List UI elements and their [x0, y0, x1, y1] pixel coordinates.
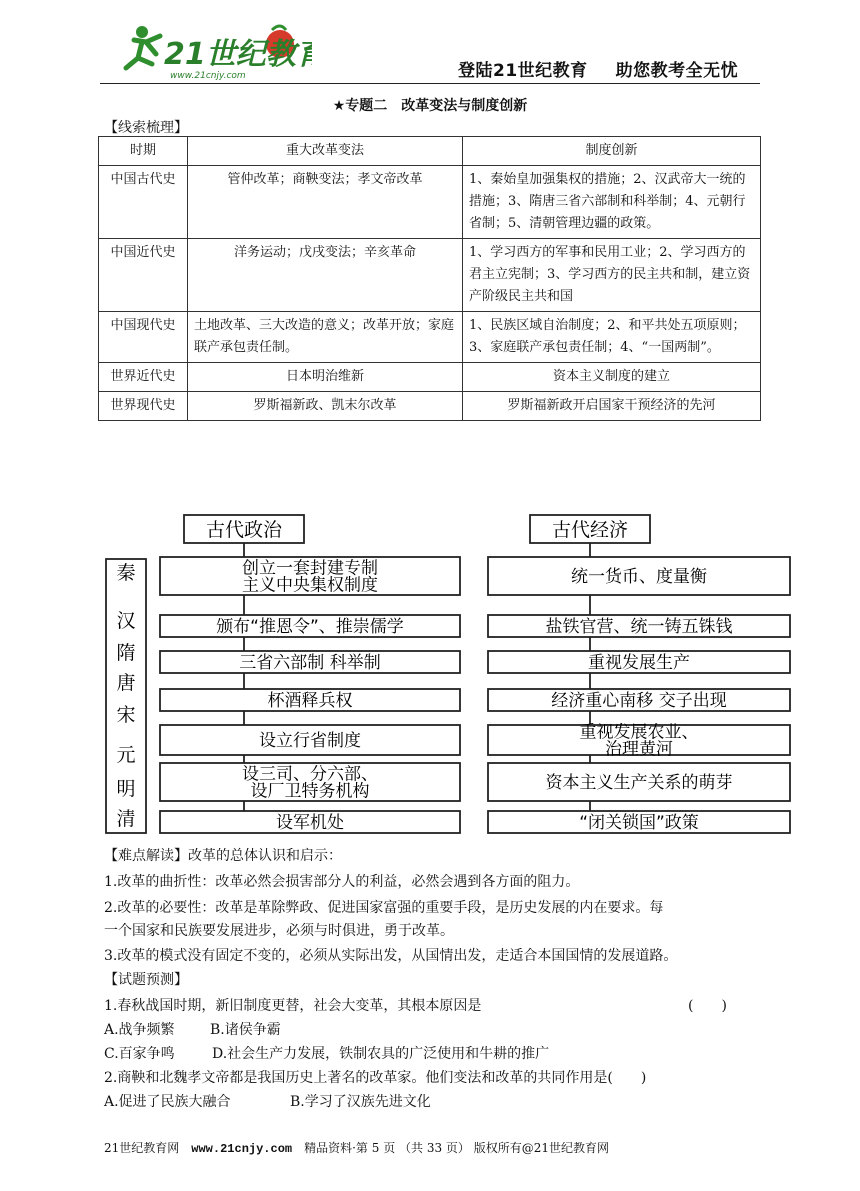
dynasty-label: 元	[116, 744, 136, 766]
economy-item-text: 资本主义生产关系的萌芽	[545, 773, 733, 793]
politics-item-text: 设立行省制度	[259, 731, 361, 751]
economy-header: 古代经济	[551, 519, 629, 541]
difficulty-point-1: 1.改革的曲折性：改革必然会损害部分人的利益，必然会遇到各方面的阻力。	[104, 874, 580, 890]
difficulty-point-3: 3.改革的模式没有固定不变的，必须从实际出发，从国情出发，走适合本国国情的发展道路。	[104, 948, 678, 964]
logo-graphic	[112, 18, 312, 88]
table-row	[99, 363, 761, 392]
page-footer	[104, 1139, 609, 1156]
politics-item-text: 颁布“推恩令”、推崇儒学	[216, 617, 404, 637]
difficulty-point-2a: 2.改革的必要性：改革是革除弊政、促进国家富强的重要手段，是历史发展的内在要求。每	[104, 900, 664, 916]
system-cell: 罗斯福新政开启国家干预经济的先河	[463, 392, 761, 421]
economy-item-text: 经济重心南移 交子出现	[551, 691, 727, 711]
logo-url: www.21cnjy.com	[170, 71, 246, 81]
reform-cell: 管仲改革；商鞅变法；孝文帝改革	[188, 166, 463, 239]
prediction-label: 【试题预测】	[104, 972, 188, 988]
table-row	[99, 392, 761, 421]
reform-table	[98, 136, 761, 421]
economy-item-text: 统一货币、度量衡	[571, 567, 707, 587]
col-reform: 重大改革变法	[188, 137, 463, 166]
col-system: 制度创新	[463, 137, 761, 166]
economy-item-text: 重视发展农业、	[579, 722, 699, 743]
period-cell: 中国近代史	[99, 239, 188, 312]
question-1-blank: ( )	[688, 998, 727, 1014]
question-2: 2.商鞅和北魏孝文帝都是我国历史上著名的改革家。他们变法和改革的共同作用是( )	[104, 1070, 647, 1086]
dynasty-labels	[116, 562, 135, 830]
economy-boxes	[488, 557, 790, 833]
section-clue-label: 【线索梳理】	[104, 120, 188, 136]
system-cell: 1、学习西方的军事和民用工业；2、学习西方的君主立宪制；3、学习西方的民主共和制，建立资产阶级民主共和国	[463, 239, 761, 312]
page-title: ★专题二 改革变法与制度创新	[332, 98, 528, 114]
q2-option-b: B.学习了汉族先进文化	[290, 1094, 431, 1110]
dynasty-label: 清	[116, 808, 136, 830]
site-logo	[112, 18, 312, 88]
dynasty-label: 明	[116, 778, 136, 800]
period-cell: 中国现代史	[99, 312, 188, 363]
logo-text: 21世纪教育	[164, 37, 312, 72]
reform-cell: 日本明治维新	[188, 363, 463, 392]
politics-boxes	[160, 557, 460, 833]
dynasty-label: 宋	[116, 704, 136, 726]
header-slogan	[458, 56, 738, 81]
difficulty-intro	[104, 846, 342, 866]
economy-item-text: 治理黄河	[605, 739, 673, 760]
q1-option-c: C.百家争鸣	[104, 1046, 175, 1062]
period-cell: 世界现代史	[99, 392, 188, 421]
difficulty-point-2b: 一个国家和民族要发展进步，必须与时俱进，勇于改革。	[104, 923, 454, 939]
period-cell: 世界近代史	[99, 363, 188, 392]
dynasty-label: 唐	[116, 672, 136, 694]
dynasty-label: 汉	[116, 610, 136, 632]
difficulty-intro-text: 改革的总体认识和启示：	[188, 848, 342, 864]
dynasty-label: 秦	[116, 562, 136, 584]
politics-header: 古代政治	[205, 519, 283, 541]
politics-item-text: 设军机处	[276, 813, 344, 833]
system-cell: 资本主义制度的建立	[463, 363, 761, 392]
q1-option-b: B.诸侯争霸	[210, 1022, 281, 1038]
table-row	[99, 239, 761, 312]
politics-item-text: 杯酒释兵权	[267, 691, 353, 711]
slogan-login: 登陆21世纪教育	[458, 61, 588, 81]
reform-cell: 洋务运动；戊戌变法；辛亥革命	[188, 239, 463, 312]
header-rule	[100, 83, 760, 84]
politics-item-text: 三省六部制 科举制	[239, 653, 381, 673]
table-row	[99, 312, 761, 363]
economy-item-text: 重视发展生产	[588, 653, 690, 673]
question-1: 1.春秋战国时期，新旧制度更替，社会大变革，其根本原因是	[104, 998, 482, 1014]
politics-item-text: 设厂卫特务机构	[250, 781, 370, 802]
slogan-help: 助您教考全无忧	[615, 61, 739, 81]
col-period: 时期	[99, 137, 188, 166]
dynasty-label: 隋	[116, 642, 136, 664]
q1-option-d: D.社会生产力发展，铁制农具的广泛使用和牛耕的推广	[212, 1046, 550, 1062]
reform-cell: 土地改革、三大改造的意义；改革开放；家庭联产承包责任制。	[188, 312, 463, 363]
history-diagram	[104, 513, 794, 839]
politics-item-text: 创立一套封建专制	[242, 558, 378, 579]
period-cell: 中国古代史	[99, 166, 188, 239]
reform-cell: 罗斯福新政、凯末尔改革	[188, 392, 463, 421]
politics-item-text: 主义中央集权制度	[242, 575, 378, 596]
economy-item-text: “闭关锁国”政策	[579, 813, 699, 833]
table-row	[99, 166, 761, 239]
difficulty-label: 【难点解读】	[104, 848, 188, 864]
footer-url: www.21cnjy.com	[191, 1142, 293, 1156]
footer-info: 精品资料·第 5 页 （共 33 页） 版权所有@21世纪教育网	[304, 1141, 609, 1155]
system-cell: 1、民族区域自治制度；2、和平共处五项原则；3、家庭联产承包责任制；4、“一国两制”。	[463, 312, 761, 363]
table-header-row	[99, 137, 761, 166]
economy-item-text: 盐铁官营、统一铸五铢钱	[545, 617, 733, 637]
system-cell: 1、秦始皇加强集权的措施；2、汉武帝大一统的措施；3、隋唐三省六部制和科举制；4、元朝行省制；5、清朝管理边疆的政策。	[463, 166, 761, 239]
politics-item-text: 设三司、分六部、	[242, 764, 378, 785]
footer-site: 21世纪教育网	[104, 1141, 180, 1155]
q1-option-a: A.战争频繁	[104, 1022, 175, 1038]
q2-option-a: A.促进了民族大融合	[104, 1094, 231, 1110]
